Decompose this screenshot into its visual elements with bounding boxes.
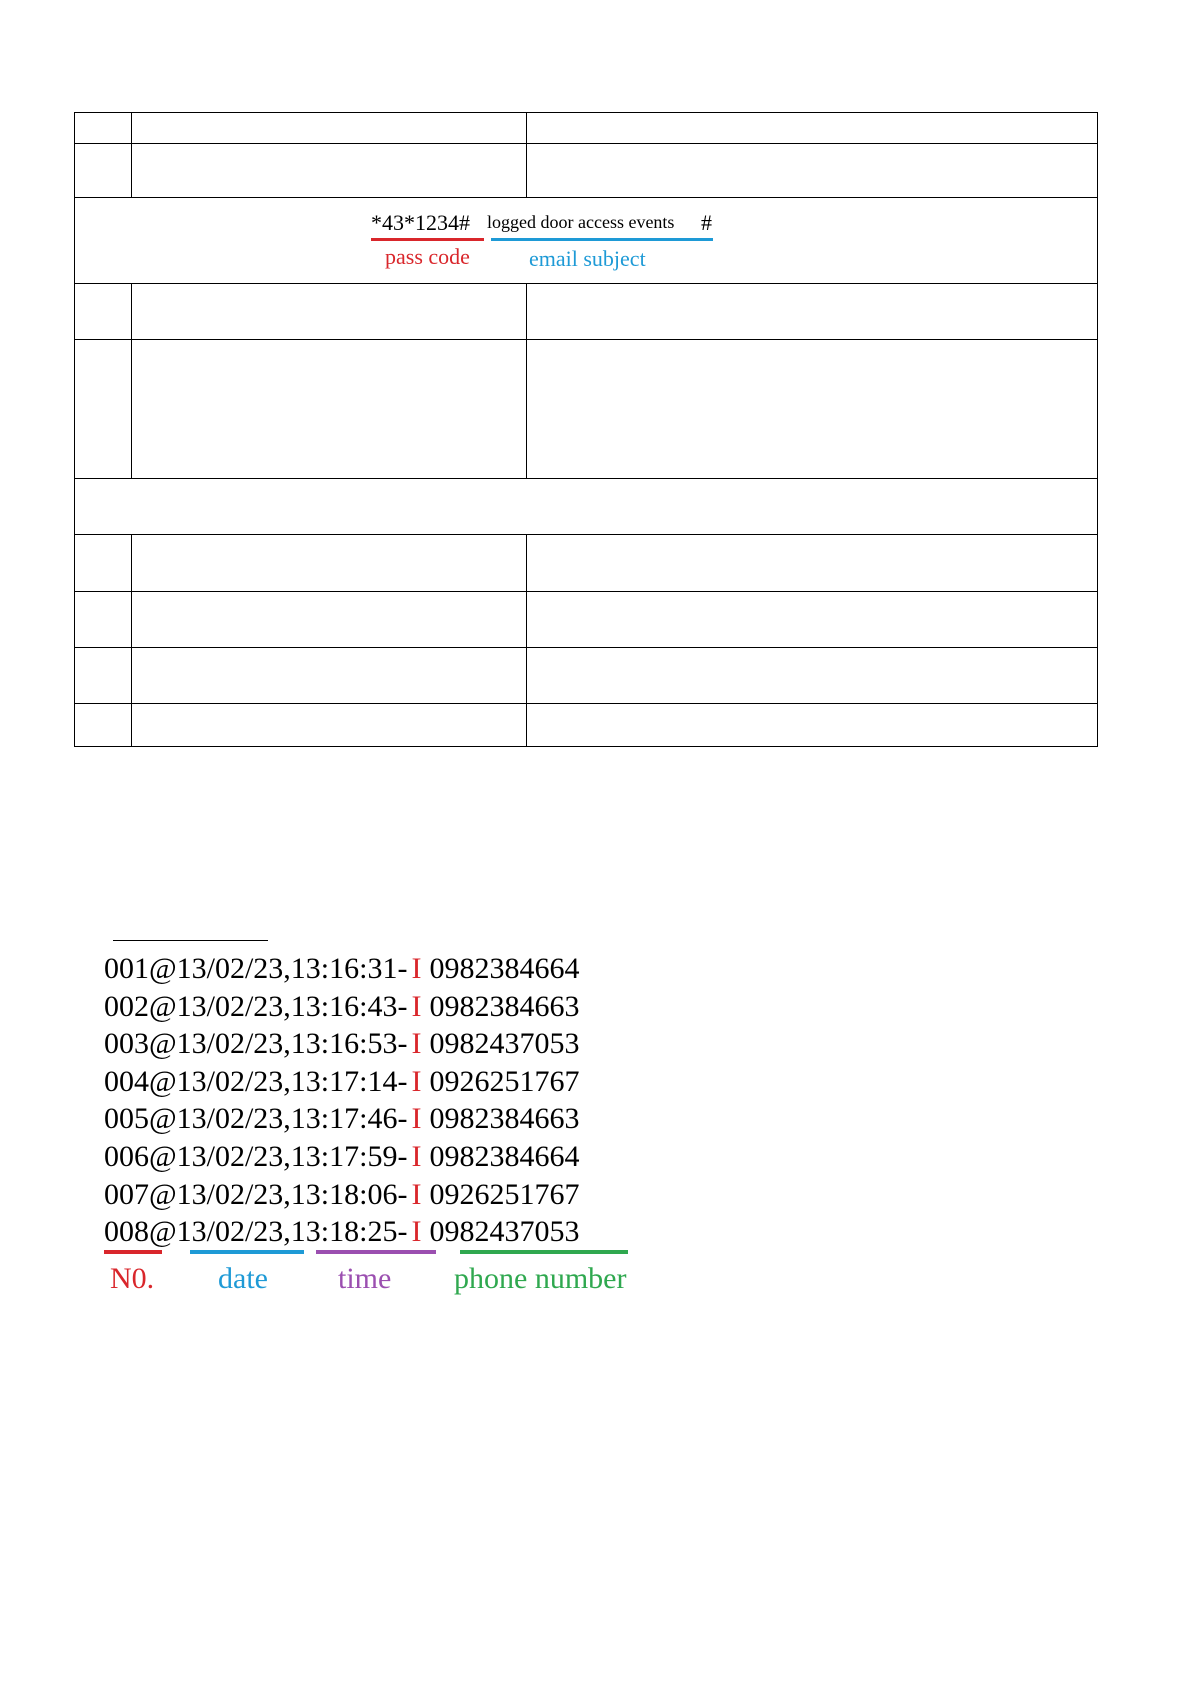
- table-cell: [75, 340, 132, 479]
- log-entry-prefix: 003@13/02/23,13:16:53-: [104, 1027, 408, 1061]
- table-row: [75, 340, 1098, 479]
- table-cell: [75, 592, 132, 648]
- log-entry: [104, 988, 664, 1026]
- log-header-rule: [113, 940, 268, 941]
- table-cell: [132, 592, 527, 648]
- table-cell: [527, 340, 1098, 479]
- log-entry-phone: 0982384663: [429, 1102, 580, 1136]
- log-entry-phone: 0982437053: [429, 1215, 580, 1249]
- date-underline: [190, 1250, 304, 1254]
- log-entry-prefix: 002@13/02/23,13:16:43-: [104, 989, 408, 1023]
- table-cell: [75, 144, 132, 198]
- log-entry-phone: 0982384664: [429, 952, 580, 985]
- table-cell: [75, 535, 132, 592]
- log-entry: [104, 1025, 664, 1063]
- table-row: [75, 144, 1098, 198]
- table-cell: [527, 144, 1098, 198]
- table-cell: [132, 144, 527, 198]
- table-row: [75, 704, 1098, 747]
- log-entry-prefix: 005@13/02/23,13:17:46-: [104, 1102, 408, 1136]
- time-underline: [316, 1250, 436, 1254]
- legend-phone: phone number: [454, 1262, 627, 1295]
- table-row: [75, 592, 1098, 648]
- table-row: [75, 198, 1098, 284]
- log-entry: [104, 1063, 664, 1101]
- log-separator: I: [411, 1102, 422, 1136]
- table-row: [75, 284, 1098, 340]
- log-entry-prefix: 007@13/02/23,13:18:06-: [104, 1177, 408, 1211]
- table-cell: [132, 340, 527, 479]
- table-row: [75, 535, 1098, 592]
- table-cell: [527, 113, 1098, 144]
- passcode-label: pass code: [385, 244, 470, 269]
- subject-label: email subject: [529, 246, 646, 271]
- table-row: [75, 479, 1098, 535]
- passcode-command: *43*1234#: [371, 210, 470, 235]
- log-entry: [104, 950, 664, 988]
- example-cell: [75, 198, 1098, 284]
- table-cell: [527, 704, 1098, 747]
- log-separator: I: [411, 1027, 422, 1061]
- table-cell: [527, 648, 1098, 704]
- legend-time: time: [338, 1262, 392, 1295]
- log-entry-prefix: 001@13/02/23,13:16:31-: [104, 952, 408, 985]
- table-cell: [75, 284, 132, 340]
- terminator-hash: #: [701, 210, 712, 235]
- log-entry-phone: 0982437053: [429, 1027, 580, 1061]
- no-underline: [104, 1250, 162, 1254]
- command-table: [74, 112, 1098, 747]
- log-entry: [104, 1176, 664, 1214]
- email-subject-text: logged door access events: [487, 212, 675, 232]
- access-log: [104, 950, 664, 1251]
- log-separator: I: [411, 1064, 422, 1098]
- log-separator: I: [411, 1215, 422, 1249]
- sms-command-example: [371, 210, 731, 280]
- log-entry-phone: 0926251767: [429, 1177, 580, 1211]
- log-separator: I: [411, 1139, 422, 1173]
- table-row: [75, 113, 1098, 144]
- phone-underline: [460, 1250, 628, 1254]
- table-cell: [132, 284, 527, 340]
- table-cell: [132, 648, 527, 704]
- log-separator: I: [411, 989, 422, 1023]
- table-row: [75, 648, 1098, 704]
- table-cell: [132, 704, 527, 747]
- log-entry: [104, 1213, 664, 1251]
- log-entry-prefix: 008@13/02/23,13:18:25-: [104, 1215, 408, 1249]
- table-cell: [527, 535, 1098, 592]
- log-entry-phone: 0982384663: [429, 989, 580, 1023]
- log-entry-phone: 0982384664: [429, 1139, 580, 1173]
- passcode-underline: [371, 238, 484, 241]
- table-cell: [132, 113, 527, 144]
- table-cell: [75, 479, 1098, 535]
- subject-underline: [491, 238, 713, 241]
- log-entry: [104, 1138, 664, 1176]
- log-legend: [104, 1250, 664, 1300]
- table-cell: [527, 592, 1098, 648]
- log-entry-prefix: 006@13/02/23,13:17:59-: [104, 1139, 408, 1173]
- table-cell: [527, 284, 1098, 340]
- table-cell: [75, 648, 132, 704]
- legend-no: N0.: [110, 1262, 155, 1295]
- log-separator: I: [411, 952, 422, 985]
- log-entry: [104, 1100, 664, 1138]
- table-cell: [75, 113, 132, 144]
- log-entry-phone: 0926251767: [429, 1064, 580, 1098]
- table-cell: [132, 535, 527, 592]
- legend-date: date: [218, 1262, 268, 1295]
- log-separator: I: [411, 1177, 422, 1211]
- log-entry-prefix: 004@13/02/23,13:17:14-: [104, 1064, 408, 1098]
- table-cell: [75, 704, 132, 747]
